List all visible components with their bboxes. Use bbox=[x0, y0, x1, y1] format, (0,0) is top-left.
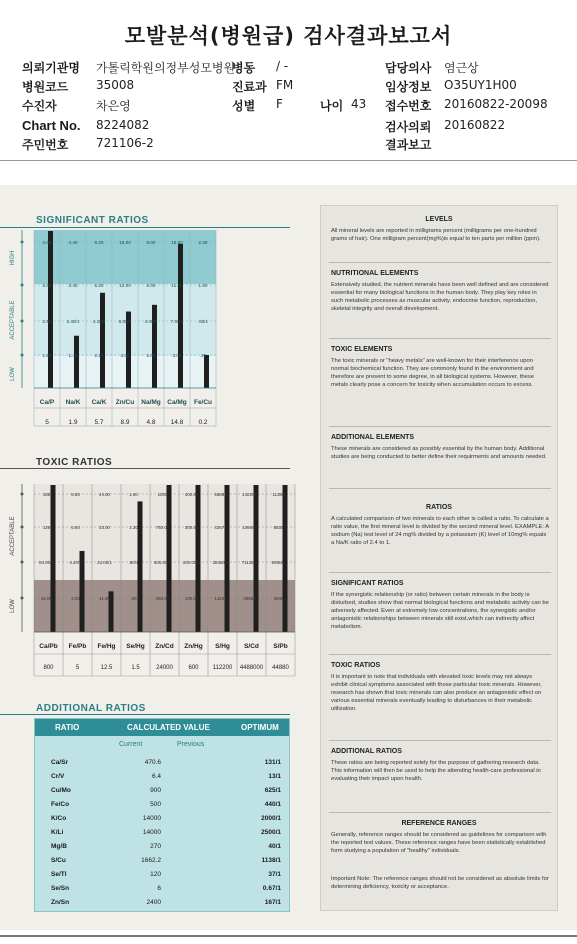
field-label: 담당의사 bbox=[385, 61, 432, 75]
marker-label: 14225 bbox=[214, 596, 227, 601]
reference-ranges-heading: REFERENCE RANGES bbox=[401, 820, 477, 827]
levels-heading: LEVELS bbox=[425, 216, 453, 223]
ratio-bar bbox=[178, 244, 183, 388]
field-value: 염근상 bbox=[444, 61, 479, 75]
info-panel bbox=[320, 205, 558, 911]
reference-ranges-text: Generally, reference ranges should be considered as guidelines for comparison with the reported test values. These reference ranges have been statistically established form studying a population of "healthy" individuals. bbox=[331, 832, 547, 854]
marker-label: 2.60 bbox=[42, 319, 52, 324]
category-label: Na/K bbox=[65, 399, 81, 406]
marker-label: 3.40 bbox=[68, 283, 78, 288]
marker-label: 4.40/1 bbox=[69, 560, 82, 565]
category-label: Fe/Hg bbox=[97, 643, 116, 650]
field-label: 진료과 bbox=[232, 80, 267, 94]
marker-label: 142281 bbox=[242, 492, 257, 497]
marker-label: 5690/1 bbox=[271, 560, 286, 565]
zone-label: ACCEPTABLE bbox=[10, 300, 16, 340]
marker-label: 100.00 bbox=[184, 596, 199, 601]
axis-dot bbox=[21, 284, 24, 287]
ratio-cell: K/Co bbox=[51, 815, 67, 822]
marker-label: .40 bbox=[130, 596, 137, 601]
field-value: 43 bbox=[351, 97, 367, 111]
ratio-bar bbox=[74, 336, 79, 388]
category-label: S/Hg bbox=[215, 643, 230, 650]
category-label: Zn/Hg bbox=[184, 643, 203, 650]
field-value: 20160822 bbox=[444, 118, 506, 132]
optimum-cell: 625/1 bbox=[264, 787, 281, 794]
ratio-cell: Mg/B bbox=[51, 843, 67, 850]
marker-label: 750.00 bbox=[155, 525, 170, 530]
marker-label: 35564 bbox=[243, 596, 256, 601]
section-divider bbox=[0, 468, 290, 469]
value-label: 14.8 bbox=[170, 419, 184, 426]
marker-label: .80/1 bbox=[128, 560, 139, 565]
levels-text: All mineral levels are reported in milligrams percent (milligrams per one-hundred grams of hair). One milligram percent(mg%)is equal to ten parts per million (ppm). bbox=[331, 228, 541, 242]
table-row bbox=[35, 869, 289, 882]
value-label: 0.2 bbox=[198, 419, 208, 426]
marker-label: 1000 bbox=[157, 492, 168, 497]
ratio-bar bbox=[254, 485, 259, 632]
table-row bbox=[35, 813, 289, 826]
ratio-cell: Zn/Sn bbox=[51, 899, 70, 906]
marker-label: 2.40/1 bbox=[66, 319, 80, 324]
optimum-cell: 13/1 bbox=[268, 773, 281, 780]
nutritional-heading: NUTRITIONAL ELEMENTS bbox=[331, 270, 419, 277]
marker-label: 4.00 bbox=[120, 353, 130, 358]
category-label: Zn/Cd bbox=[155, 643, 174, 650]
field-value: 20160822-20098 bbox=[444, 97, 548, 111]
category-label: S/Pb bbox=[273, 643, 288, 650]
marker-label: 42.00 bbox=[41, 596, 52, 601]
marker-label: 4.00/1 bbox=[144, 319, 158, 324]
marker-label: 71128/1 bbox=[241, 560, 258, 565]
optimum-cell: 131/1 bbox=[264, 759, 281, 766]
field-label: 주민번호 bbox=[22, 138, 69, 152]
category-label: Zn/Cu bbox=[115, 399, 135, 406]
field-label: 의뢰기관명 bbox=[22, 61, 80, 75]
ratio-cell: Se/Tl bbox=[51, 871, 67, 878]
zone-label: LOW bbox=[10, 367, 16, 381]
optimum-cell: 2500/1 bbox=[261, 829, 281, 836]
additional-ratios-title: ADDITIONAL RATIOS bbox=[36, 703, 146, 714]
value-label: 12.5 bbox=[100, 665, 113, 671]
optimum-cell: 1138/1 bbox=[261, 857, 281, 864]
additional-elements-heading: ADDITIONAL ELEMENTS bbox=[331, 434, 415, 441]
table-row bbox=[35, 799, 289, 812]
footer-divider bbox=[0, 935, 577, 937]
table-row bbox=[35, 827, 289, 840]
additional-ratios-heading: ADDITIONAL RATIOS bbox=[331, 748, 402, 755]
table-row bbox=[35, 855, 289, 868]
marker-label: 33.00 bbox=[99, 525, 110, 530]
current-cell: 500 bbox=[150, 801, 161, 808]
marker-label: 3.00 bbox=[172, 353, 182, 358]
field-label: 임상정보 bbox=[385, 80, 432, 94]
ratio-bar bbox=[152, 305, 157, 388]
field-label: 수진자 bbox=[22, 99, 57, 113]
value-label: 8.9 bbox=[120, 419, 130, 426]
marker-label: 200.00/1 bbox=[182, 560, 201, 565]
table-row bbox=[35, 841, 289, 854]
additional-ratios-text: These ratios are being reported solely for the purpose of gathering research data. This information will then be used to help the attending health-care professional in evaluating their impact upon health. bbox=[331, 760, 541, 782]
table-row bbox=[35, 757, 289, 770]
marker-label: 2.20 bbox=[94, 353, 104, 358]
category-label: Ca/P bbox=[39, 399, 55, 406]
current-cell: 2400 bbox=[146, 899, 161, 906]
marker-label: 250.00 bbox=[155, 596, 170, 601]
divider bbox=[329, 488, 551, 489]
current-cell: 270 bbox=[150, 843, 161, 850]
marker-label: 2.20 bbox=[71, 596, 80, 601]
marker-label: 6.60 bbox=[71, 525, 80, 530]
field-label: 검사의뢰 bbox=[385, 120, 432, 134]
marker-label: 15.00 bbox=[171, 240, 183, 245]
marker-label: 56885 bbox=[214, 492, 227, 497]
marker-label: 2845 bbox=[273, 596, 284, 601]
value-label: 44880 bbox=[272, 665, 289, 671]
header-divider bbox=[0, 160, 577, 161]
marker-label: 500.00/1 bbox=[153, 560, 172, 565]
field-label: 나이 bbox=[320, 99, 344, 113]
current-cell: 470.6 bbox=[144, 759, 161, 766]
zone-label: LOW bbox=[10, 599, 16, 613]
value-label: 600 bbox=[188, 665, 199, 671]
current-cell: 900 bbox=[150, 787, 161, 794]
marker-label: 1.60 bbox=[198, 283, 208, 288]
toxic-elements-heading: TOXIC ELEMENTS bbox=[331, 346, 393, 353]
axis-dot bbox=[21, 493, 24, 496]
marker-label: 22.00/1 bbox=[97, 560, 112, 565]
significant-ratios-chart bbox=[0, 228, 290, 428]
category-label: Fe/Cu bbox=[193, 399, 213, 406]
ratios-text: A calculated comparison of two minerals to each other is called a ratio. To calculate a ratio value, the first mineral level is divided by the second mineral level. EXAMPLE: A sodium (Na) test level of 24 mg% divided by a potassium (K) level of 10mg% equals a Na/K ratio of 2.4 to 1. bbox=[331, 516, 549, 546]
optimum-cell: 167/1 bbox=[264, 899, 281, 906]
table-row bbox=[35, 785, 289, 798]
ratio-bar bbox=[51, 485, 56, 632]
field-value: 721106-2 bbox=[96, 136, 154, 150]
toxic-ratios-chart bbox=[0, 470, 296, 690]
report-title: 모발분석(병원급) 검사결과보고서 bbox=[124, 24, 453, 48]
marker-label: 1.60 bbox=[42, 353, 52, 358]
field-value: FM bbox=[276, 78, 294, 92]
value-label: 5 bbox=[45, 419, 49, 426]
marker-label: 6.20 bbox=[94, 283, 104, 288]
marker-label: 16.00 bbox=[119, 240, 131, 245]
marker-label: 8.20 bbox=[94, 240, 104, 245]
optimum-cell: 2000/1 bbox=[261, 815, 281, 822]
category-label: Ca/Pb bbox=[39, 643, 58, 650]
field-label: 성별 bbox=[232, 99, 256, 113]
divider bbox=[329, 654, 551, 655]
axis-dot bbox=[21, 354, 24, 357]
toxic-elements-text: The toxic minerals or "heavy metals" are well-known for their interference upon normal biochemical function. They are commonly found in the environment and therefore are present to some degree, in all biological systems. However, these metals clearly pose a concern for toxicity when accumulation occurs to excess. bbox=[331, 358, 534, 388]
marker-label: 1.40 bbox=[68, 353, 78, 358]
significant-ratios-heading: SIGNIFICANT RATIOS bbox=[331, 580, 404, 587]
table-row bbox=[35, 897, 289, 910]
zone-label: ACCEPTABLE bbox=[10, 516, 16, 556]
marker-label: 44.00 bbox=[99, 492, 110, 497]
field-label: 결과보고 bbox=[385, 138, 432, 152]
ratio-cell: Cr/V bbox=[51, 773, 65, 780]
marker-label: 8.85 bbox=[71, 492, 80, 497]
marker-label: 300.00 bbox=[184, 525, 199, 530]
marker-label: 2.30 bbox=[198, 240, 208, 245]
field-value: / - bbox=[276, 59, 289, 73]
value-label: 1.5 bbox=[131, 665, 140, 671]
divider bbox=[329, 572, 551, 573]
marker-label: 128 bbox=[42, 525, 51, 530]
marker-label: 11.00 bbox=[99, 596, 110, 601]
field-value: 가톨릭학원의정부성모병원 bbox=[96, 61, 236, 75]
value-label: 800 bbox=[43, 665, 54, 671]
previous-subheader: Previous bbox=[177, 741, 205, 748]
divider bbox=[329, 812, 551, 813]
ratio-bar bbox=[196, 485, 201, 632]
value-label: 5.7 bbox=[94, 419, 104, 426]
field-label: 병원코드 bbox=[22, 80, 69, 94]
ratio-bar bbox=[204, 355, 209, 388]
category-label: Fe/Pb bbox=[68, 643, 87, 650]
marker-label: 28450/1 bbox=[212, 560, 229, 565]
ratio-bar bbox=[48, 231, 53, 388]
low-zone bbox=[34, 356, 216, 388]
field-label: 병동 bbox=[232, 61, 256, 75]
current-cell: 6 bbox=[157, 885, 161, 892]
table-row bbox=[35, 771, 289, 784]
current-cell: 6.4 bbox=[151, 773, 161, 780]
axis-dot bbox=[21, 320, 24, 323]
ratio-cell: S/Cu bbox=[51, 857, 66, 864]
marker-label: 8.00/1 bbox=[118, 319, 132, 324]
marker-label: 106688 bbox=[242, 525, 257, 530]
additional-elements-text: These minerals are considered as possibly essential by the human body. Additional studies are being conducted to better define their requirments and amounts needed. bbox=[331, 446, 547, 460]
axis-dot bbox=[21, 241, 24, 244]
important-note-text: Important Note: The reference ranges should not be considered as absolute limits for determining deficiency, toxicity or acceptance. bbox=[331, 876, 549, 890]
optimum-header: OPTIMUM bbox=[241, 723, 279, 732]
table-header bbox=[35, 719, 289, 736]
category-label: S/Cd bbox=[244, 643, 259, 650]
value-label: 112200 bbox=[212, 665, 233, 671]
ratio-header: RATIO bbox=[55, 723, 80, 732]
category-label: Ca/K bbox=[91, 399, 107, 406]
divider bbox=[329, 426, 551, 427]
ratio-cell: Ca/Sr bbox=[51, 759, 68, 766]
current-cell: 14000 bbox=[142, 829, 161, 836]
value-label: 4.8 bbox=[146, 419, 156, 426]
current-cell: 120 bbox=[150, 871, 161, 878]
divider bbox=[329, 262, 551, 263]
marker-label: .20 bbox=[199, 353, 207, 358]
ratio-bar bbox=[225, 485, 230, 632]
marker-label: 168 bbox=[42, 492, 51, 497]
optimum-cell: 0.67/1 bbox=[262, 885, 281, 892]
axis-dot bbox=[21, 526, 24, 529]
marker-label: 42675 bbox=[214, 525, 227, 530]
value-label: 24000 bbox=[156, 665, 173, 671]
significant-ratios-text: If the synergistic relationship (or ratio) between certain minerals in the body is disturbed, studies show that normal biological functions and metabolic activity can be adversely affected. Even at extremely low concentrations, the synergistic and/or antagonistic relationships between minerals still exist,which can indirectly affect metabolism. bbox=[331, 592, 549, 630]
ratio-cell: K/Li bbox=[51, 829, 64, 836]
optimum-cell: 40/1 bbox=[268, 843, 281, 850]
marker-label: 1.60 bbox=[129, 492, 138, 497]
marker-label: 84.00/1 bbox=[39, 560, 54, 565]
field-label: Chart No. bbox=[22, 118, 81, 133]
marker-label: 2.00 bbox=[146, 353, 156, 358]
ratio-bar bbox=[167, 485, 172, 632]
marker-label: 12.00 bbox=[119, 283, 131, 288]
ratio-cell: Cu/Mo bbox=[51, 787, 71, 794]
zone-label: HIGH bbox=[10, 250, 16, 266]
field-value: 8224082 bbox=[96, 118, 150, 132]
marker-label: 8.00 bbox=[146, 240, 156, 245]
current-cell: 1662.2 bbox=[141, 857, 161, 864]
current-subheader: Current bbox=[119, 741, 143, 748]
section-divider bbox=[0, 714, 290, 715]
optimum-cell: 440/1 bbox=[264, 801, 281, 808]
optimum-cell: 37/1 bbox=[268, 871, 281, 878]
nutritional-text: Extensively studied, the nutrient minerals have been well defined and are considered essential for many biological functions in the human body. They play key roles in such metabolic processes as muscular activity, endocrine function, reproduction, skeletal integrity and overall development. bbox=[331, 282, 549, 312]
marker-label: 1.20 bbox=[129, 525, 138, 530]
table-row bbox=[35, 883, 289, 896]
marker-label: 11.00 bbox=[171, 283, 183, 288]
category-label: Na/Mg bbox=[141, 399, 161, 406]
category-label: Se/Hg bbox=[126, 643, 145, 650]
marker-label: 4.20/1 bbox=[92, 319, 106, 324]
ratio-bar bbox=[283, 485, 288, 632]
toxic-ratios-text: It is important to note that individuals with elevated toxic levels may not always exhibit clinical symptoms associated with those particular toxic minerals. However, research has shown that toxic minerals can also produce an antagonistic effect on various essential minerals eventually leading to disturbances in their metabolic utilization. bbox=[331, 674, 542, 712]
marker-label: 7.00/1 bbox=[170, 319, 184, 324]
current-cell: 14000 bbox=[142, 815, 161, 822]
divider bbox=[329, 338, 551, 339]
axis-dot bbox=[21, 561, 24, 564]
ratios-heading: RATIOS bbox=[426, 504, 452, 511]
field-value: F bbox=[276, 97, 283, 111]
marker-label: 400.00 bbox=[184, 492, 199, 497]
marker-label: 11380 bbox=[272, 492, 285, 497]
axis-dot bbox=[21, 597, 24, 600]
value-label: 4488000 bbox=[239, 665, 264, 671]
field-value: 차은영 bbox=[96, 99, 131, 113]
marker-label: .90/1 bbox=[197, 319, 209, 324]
field-value: 35008 bbox=[96, 78, 135, 92]
divider bbox=[329, 740, 551, 741]
ratio-bar bbox=[138, 501, 143, 632]
toxic-ratios-title: TOXIC RATIOS bbox=[36, 457, 113, 468]
marker-label: 8535 bbox=[273, 525, 284, 530]
marker-label: 6.00 bbox=[146, 283, 156, 288]
field-value: O35UY1H00 bbox=[444, 78, 517, 92]
value-label: 5 bbox=[75, 665, 80, 671]
significant-ratios-title: SIGNIFICANT RATIOS bbox=[36, 215, 149, 226]
toxic-ratios-heading: TOXIC RATIOS bbox=[331, 662, 381, 669]
marker-label: 4.00 bbox=[42, 240, 52, 245]
ratio-cell: Fe/Co bbox=[51, 801, 70, 808]
category-label: Ca/Mg bbox=[167, 399, 187, 406]
value-label: 1.9 bbox=[68, 419, 78, 426]
ratio-bar bbox=[100, 293, 105, 388]
field-label: 접수번호 bbox=[385, 99, 432, 113]
high-zone bbox=[34, 230, 216, 284]
calculated-value-header: CALCULATED VALUE bbox=[127, 723, 210, 732]
marker-label: 4.40 bbox=[68, 240, 78, 245]
marker-label: 3.00 bbox=[42, 283, 52, 288]
ratio-cell: Se/Sn bbox=[51, 885, 70, 892]
additional-ratios-table bbox=[34, 718, 290, 912]
